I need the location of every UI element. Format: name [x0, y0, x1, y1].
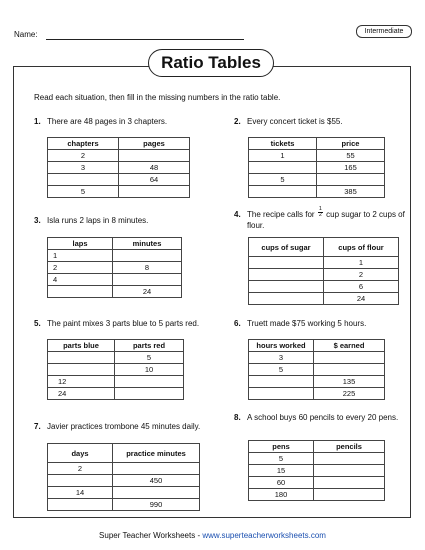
table-cell[interactable]: 135 — [314, 376, 385, 388]
table-cell[interactable] — [249, 186, 317, 198]
table-cell[interactable]: 48 — [119, 162, 190, 174]
table-cell[interactable]: 14 — [48, 487, 113, 499]
table-cell[interactable] — [113, 487, 200, 499]
column-header: cups of sugar — [249, 238, 324, 257]
ratio-table-4 — [248, 237, 399, 305]
one-half-fraction — [318, 207, 323, 219]
column-header: pencils — [314, 441, 385, 453]
table-cell[interactable] — [113, 250, 182, 262]
table-cell[interactable] — [314, 489, 385, 501]
table-cell[interactable]: 24 — [48, 388, 115, 400]
column-header: chapters — [48, 138, 119, 150]
name-input-line[interactable] — [46, 39, 244, 40]
table-cell[interactable]: 180 — [249, 489, 314, 501]
ratio-table-6 — [248, 339, 385, 400]
question-text-end: cup sugar to 2 cups of flour. — [247, 210, 405, 230]
table-cell[interactable] — [314, 477, 385, 489]
table-cell[interactable] — [48, 286, 113, 298]
question-text: A school buys 60 pencils to every 20 pens. — [247, 413, 399, 422]
table-cell[interactable]: 6 — [324, 281, 399, 293]
worksheet-title: Ratio Tables — [148, 49, 274, 77]
table-cell[interactable] — [249, 388, 314, 400]
table-cell[interactable]: 5 — [115, 352, 184, 364]
table-cell[interactable] — [113, 274, 182, 286]
table-cell[interactable] — [314, 364, 385, 376]
ratio-table-5 — [47, 339, 184, 400]
table-cell[interactable]: 450 — [113, 475, 200, 487]
table-cell[interactable]: 3 — [249, 352, 314, 364]
question-number: 1. — [34, 117, 41, 126]
footer — [0, 531, 425, 540]
table-cell[interactable]: 1 — [249, 150, 317, 162]
table-cell[interactable] — [119, 150, 190, 162]
table-cell[interactable]: 385 — [317, 186, 385, 198]
table-cell[interactable] — [119, 186, 190, 198]
table-cell[interactable] — [48, 364, 115, 376]
table-cell[interactable] — [314, 352, 385, 364]
question-text: Every concert ticket is $55. — [247, 117, 343, 126]
fraction-numerator: 1 — [318, 205, 322, 212]
name-label: Name: — [14, 30, 38, 39]
table-cell[interactable]: 5 — [48, 186, 119, 198]
footer-separator: - — [195, 531, 203, 540]
ratio-table-8 — [248, 440, 385, 501]
fraction-denominator: 2 — [318, 212, 322, 219]
table-cell[interactable]: 15 — [249, 465, 314, 477]
column-header: $ earned — [314, 340, 385, 352]
instructions: Read each situation, then fill in the missing numbers in the ratio table. — [34, 93, 281, 102]
column-header: minutes — [113, 238, 182, 250]
table-cell[interactable]: 165 — [317, 162, 385, 174]
table-cell[interactable]: 2 — [324, 269, 399, 281]
table-cell[interactable] — [115, 376, 184, 388]
question-number: 2. — [234, 117, 241, 126]
footer-url-link[interactable]: www.superteacherworksheets.com — [202, 531, 326, 540]
table-cell[interactable] — [48, 174, 119, 186]
table-cell[interactable] — [249, 376, 314, 388]
question-number: 5. — [34, 319, 41, 328]
column-header: price — [317, 138, 385, 150]
table-cell[interactable] — [115, 388, 184, 400]
table-cell[interactable] — [113, 463, 200, 475]
table-cell[interactable] — [48, 352, 115, 364]
table-cell[interactable]: 12 — [48, 376, 115, 388]
column-header: pages — [119, 138, 190, 150]
table-cell[interactable] — [249, 162, 317, 174]
question-number: 6. — [234, 319, 241, 328]
table-cell[interactable]: 2 — [48, 150, 119, 162]
table-cell[interactable] — [249, 269, 324, 281]
table-cell[interactable]: 225 — [314, 388, 385, 400]
column-header: parts red — [115, 340, 184, 352]
table-cell[interactable]: 55 — [317, 150, 385, 162]
table-cell[interactable]: 64 — [119, 174, 190, 186]
table-cell[interactable]: 1 — [48, 250, 113, 262]
ratio-table-3 — [47, 237, 182, 298]
table-cell[interactable]: 60 — [249, 477, 314, 489]
column-header: tickets — [249, 138, 317, 150]
question-number: 7. — [34, 422, 41, 431]
question-number: 3. — [34, 216, 41, 225]
column-header: laps — [48, 238, 113, 250]
column-header: practice minutes — [113, 444, 200, 463]
table-cell[interactable]: 1 — [324, 257, 399, 269]
ratio-table-1 — [47, 137, 190, 198]
table-cell[interactable]: 24 — [113, 286, 182, 298]
table-cell[interactable]: 4 — [48, 274, 113, 286]
table-cell[interactable]: 5 — [249, 364, 314, 376]
column-header: hours worked — [249, 340, 314, 352]
table-cell[interactable]: 5 — [249, 453, 314, 465]
table-cell[interactable]: 3 — [48, 162, 119, 174]
question-text: Javier practices trombone 45 minutes daily. — [47, 422, 201, 431]
footer-brand: Super Teacher Worksheets — [99, 531, 196, 540]
question-number: 4. — [234, 210, 241, 219]
table-cell[interactable]: 990 — [113, 499, 200, 511]
table-cell[interactable]: 2 — [48, 463, 113, 475]
ratio-table-2 — [248, 137, 385, 198]
level-badge: Intermediate — [356, 25, 412, 38]
table-cell[interactable] — [249, 293, 324, 305]
table-cell[interactable] — [314, 453, 385, 465]
table-cell[interactable]: 10 — [115, 364, 184, 376]
table-cell[interactable] — [314, 465, 385, 477]
question-text: The paint mixes 3 parts blue to 5 parts red. — [47, 319, 200, 328]
table-cell[interactable]: 8 — [113, 262, 182, 274]
table-cell[interactable] — [48, 499, 113, 511]
question-number: 8. — [234, 413, 241, 422]
column-header: pens — [249, 441, 314, 453]
ratio-table-7 — [47, 443, 200, 511]
table-cell[interactable]: 2 — [48, 262, 113, 274]
table-cell[interactable]: 5 — [249, 174, 317, 186]
column-header: parts blue — [48, 340, 115, 352]
question-text: Isla runs 2 laps in 8 minutes. — [47, 216, 149, 225]
column-header: cups of flour — [324, 238, 399, 257]
question-text: Truett made $75 working 5 hours. — [247, 319, 367, 328]
column-header: days — [48, 444, 113, 463]
question-text: There are 48 pages in 3 chapters. — [47, 117, 168, 126]
table-cell[interactable] — [48, 475, 113, 487]
question-text — [247, 205, 417, 231]
table-cell[interactable]: 24 — [324, 293, 399, 305]
table-cell[interactable] — [249, 257, 324, 269]
table-cell[interactable] — [249, 281, 324, 293]
question-text-start: The recipe calls for — [247, 210, 315, 219]
table-cell[interactable] — [317, 174, 385, 186]
